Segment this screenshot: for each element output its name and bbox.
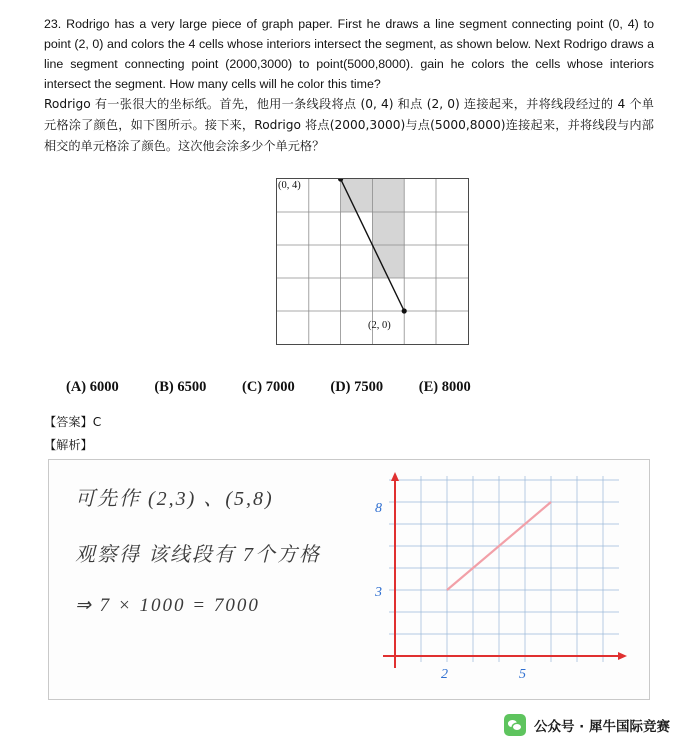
handwritten-graph	[369, 472, 629, 690]
handwriting-line-2: 观察得 该线段有 7个方格	[75, 544, 321, 566]
handwriting-line-3: ⇒ 7 × 1000 = 7000	[75, 595, 260, 616]
choice-e-value: 8000	[441, 379, 471, 395]
figure-label-point-2-0: (2, 0)	[368, 320, 391, 331]
footer-brand	[504, 714, 670, 736]
choice-e-tag: (E)	[418, 379, 439, 395]
choice-e	[419, 379, 471, 396]
problem-text-chinese: Rodrigo 有一张很大的坐标纸。首先，他用一条线段将点 (0, 4) 和点 (2, 0) 连接起来，并将线段经过的 4 个单元格涂了颜色，如下图所示。接下来，Rodrigo 将点(2000,3000)与点(5000,8000)连接起来，并将线段与内部相交的单元格涂了颜色。这次他会涂多少个单元格？	[44, 97, 654, 153]
choice-a-tag: (A)	[66, 379, 87, 395]
svg-text:8: 8	[375, 501, 382, 516]
answer-choices	[66, 379, 626, 396]
wechat-icon	[504, 714, 526, 736]
handwriting-line-1: 可先作 (2,3) 、(5,8)	[75, 488, 274, 510]
choice-c	[242, 379, 295, 396]
svg-text:3: 3	[375, 585, 382, 600]
answer-label: 【答案】C	[44, 415, 102, 429]
problem-figure	[276, 178, 470, 346]
choice-a	[66, 379, 119, 396]
choice-b	[154, 379, 206, 396]
problem-text-english: 23. Rodrigo has a very large piece of graph paper. First he draws a line segment connecting point (0, 4) to point (2, 0) and colors the 4 cells whose interiors intersect the segment, as shown below. Next Rodrigo draws a line segment connecting point (2000,3000) to point(5000,8000). gain he colors the cells whose interiors intersect the segment. How many cells will he color this time?	[44, 17, 654, 91]
svg-text:2: 2	[441, 667, 448, 682]
analysis-label: 【解析】	[44, 438, 93, 452]
svg-text:5: 5	[519, 667, 526, 682]
footer-text: 公众号 · 犀牛国际竞赛	[533, 719, 670, 735]
handwritten-solution-panel	[48, 459, 650, 700]
figure-label-point-0-4: (0, 4)	[278, 180, 301, 191]
choice-b-tag: (B)	[154, 379, 174, 395]
problem-statement	[44, 14, 654, 157]
choice-c-value: 7000	[265, 379, 295, 395]
page-footer	[0, 700, 698, 753]
choice-d	[330, 379, 383, 396]
choice-a-value: 6000	[89, 379, 119, 395]
choice-b-value: 6500	[177, 379, 207, 395]
choice-c-tag: (C)	[241, 379, 263, 395]
choice-d-value: 7500	[354, 379, 384, 395]
choice-d-tag: (D)	[330, 379, 351, 395]
